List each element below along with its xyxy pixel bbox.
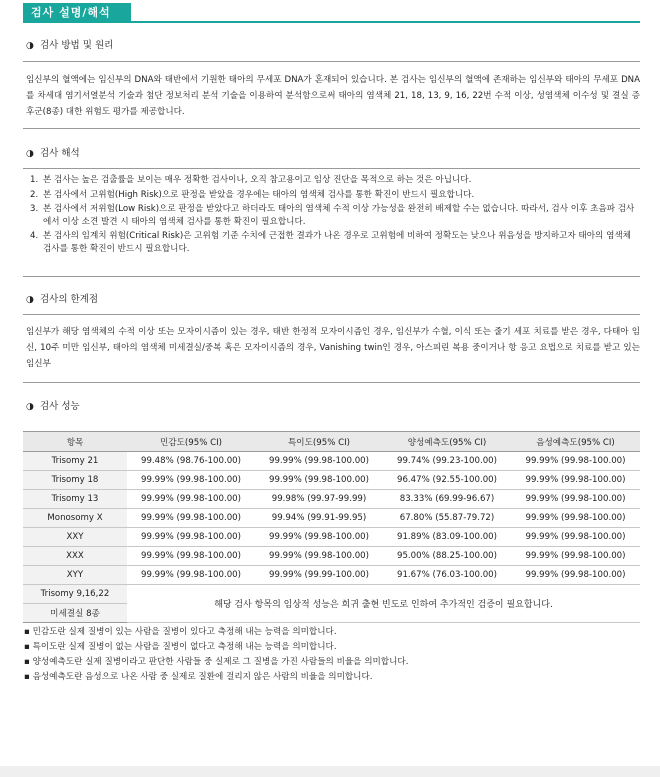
page-footer-band <box>0 766 660 777</box>
row-item: Trisomy 13 <box>23 490 127 509</box>
list-item: ▪ 특이도란 실제 질병이 없는 사람을 질병이 없다고 측정해 내는 능력을 의미합니다. <box>24 642 337 652</box>
npv-cell: 99.99% (99.98-100.00) <box>511 490 640 509</box>
list-item <box>30 203 636 228</box>
column-header-specificity: 특이도(95% CI) <box>255 432 383 452</box>
title-divider <box>23 21 640 23</box>
ppv-cell: 99.74% (99.23-100.00) <box>383 452 511 471</box>
table-header-row <box>23 432 640 452</box>
column-header-item: 항목 <box>23 432 127 452</box>
table-row <box>23 528 640 547</box>
table-row <box>23 566 640 585</box>
list-item-number: 1. <box>30 175 39 185</box>
divider <box>23 128 640 129</box>
list-item-number: 3. <box>30 204 39 214</box>
divider <box>23 382 640 383</box>
divider <box>23 314 640 315</box>
list-item: ▪ 양성예측도란 실제 질병이라고 판단한 사람들 중 실제로 그 질병을 가진 사람들의 비율을 의미합니다. <box>24 657 409 667</box>
list-item-text: 본 검사에서 저위험(Low Risk)으로 판정을 받았다고 하더라도 태아의 염색체 수적 이상 가능성을 완전히 배제할 수는 없습니다. 따라서, 검사 이후 초음파 검사에서 이상 소견 발견 시 태아의 염색체 검사를 통한 확진이 필요합니다. <box>43 204 635 227</box>
sensitivity-cell: 99.99% (99.98-100.00) <box>127 528 255 547</box>
table-row <box>23 509 640 528</box>
row-item: Trisomy 21 <box>23 452 127 471</box>
row-item: Trisomy 18 <box>23 471 127 490</box>
row-item: XXY <box>23 528 127 547</box>
list-item-number: 2. <box>30 189 39 200</box>
list-item <box>30 230 636 255</box>
list-item-text: 본 검사에서 고위험(High Risk)으로 판정을 받았을 경우에는 태아의 염색체 검사를 통한 확진이 반드시 필요합니다. <box>43 189 475 200</box>
method-heading-text: 검사 방법 및 원리 <box>40 40 114 51</box>
sensitivity-cell: 99.99% (99.98-100.00) <box>127 509 255 528</box>
sensitivity-cell: 99.99% (99.98-100.00) <box>127 566 255 585</box>
definition-text: 특이도란 실제 질병이 없는 사람을 질병이 없다고 측정해 내는 능력을 의미합니다. <box>32 642 337 652</box>
definition-text: 민감도란 실제 질병이 있는 사람을 질병이 있다고 측정해 내는 능력을 의미합니다. <box>32 627 337 637</box>
list-item <box>30 189 636 202</box>
clinical-performance-note: 해당 검사 항목의 임상적 성능은 희귀 출현 빈도로 인하여 추가적인 검증이 필요합니다. <box>127 585 640 623</box>
half-circle-icon: ◑ <box>26 149 34 159</box>
npv-cell: 99.99% (99.98-100.00) <box>511 471 640 490</box>
specificity-cell: 99.99% (99.98-100.00) <box>255 471 383 490</box>
ppv-cell: 91.67% (76.03-100.00) <box>383 566 511 585</box>
sensitivity-cell: 99.99% (99.98-100.00) <box>127 547 255 566</box>
specificity-cell: 99.99% (99.98-100.00) <box>255 528 383 547</box>
npv-cell: 99.99% (99.98-100.00) <box>511 509 640 528</box>
ppv-cell: 96.47% (92.55-100.00) <box>383 471 511 490</box>
npv-cell: 99.99% (99.98-100.00) <box>511 452 640 471</box>
section-tab-title: 검사 설명/해석 <box>23 3 131 22</box>
specificity-cell: 99.99% (99.98-100.00) <box>255 547 383 566</box>
performance-heading-text: 검사 성능 <box>40 401 80 412</box>
interpretation-heading <box>26 147 80 161</box>
half-circle-icon: ◑ <box>26 295 34 305</box>
method-text: 임신부의 혈액에는 임신부의 DNA와 태반에서 기원한 태아의 무세포 DNA가 혼재되어 있습니다. 본 검사는 임신부의 혈액에 존재하는 임신부와 태아의 무세포 DNA를 차세대 염기서열분석 기술과 첨단 정보처리 분석 기술을 이용하여 분석함으로써 태아의 염색체 21, 18, 13, 9, 16, 22번 수적 이상, 성염색체 이수성 및 결실 증후군(8종) 대한 위험도 평가를 제공합니다. <box>26 75 640 117</box>
row-item: Monosomy X <box>23 509 127 528</box>
row-item: XYY <box>23 566 127 585</box>
divider <box>23 168 640 169</box>
method-heading <box>26 39 113 53</box>
npv-cell: 99.99% (99.98-100.00) <box>511 528 640 547</box>
half-circle-icon: ◑ <box>26 402 34 412</box>
performance-table <box>23 431 640 623</box>
ppv-cell: 67.80% (55.87-79.72) <box>383 509 511 528</box>
interpretation-heading-text: 검사 해석 <box>40 148 80 159</box>
row-item: Trisomy 9,16,22 <box>23 585 127 604</box>
list-item-number: 4. <box>30 231 39 241</box>
table-row <box>23 490 640 509</box>
sensitivity-cell: 99.99% (99.98-100.00) <box>127 490 255 509</box>
npv-cell: 99.99% (99.98-100.00) <box>511 547 640 566</box>
limitations-heading-text: 검사의 한계점 <box>40 294 99 305</box>
table-row <box>23 547 640 566</box>
ppv-cell: 95.00% (88.25-100.00) <box>383 547 511 566</box>
column-header-npv: 음성예측도(95% CI) <box>511 432 640 452</box>
ppv-cell: 91.89% (83.09-100.00) <box>383 528 511 547</box>
limitations-text: 임신부가 해당 염색체의 수적 이상 또는 모자이시즘이 있는 경우, 태반 한정적 모자이시즘인 경우, 임신부가 수혈, 이식 또는 줄기 세포 치료를 받은 경우, 다태아 임신, 10주 미만 임신부, 태아의 염색체 미세결실/중복 혹은 모자이시즘의 경우, Vanishing twin인 경우, 아스피린 복용 중이거나 항 응고 요법으로 치료를 받고 있는 임신부 <box>26 327 640 369</box>
half-circle-icon: ◑ <box>26 41 34 51</box>
interpretation-list <box>30 174 636 257</box>
sensitivity-cell: 99.48% (98.76-100.00) <box>127 452 255 471</box>
list-item <box>30 174 636 187</box>
table-row <box>23 452 640 471</box>
divider <box>23 276 640 277</box>
definition-text: 음성예측도란 음성으로 나온 사람 중 실제로 질환에 걸리지 않은 사람의 비율을 의미합니다. <box>32 672 373 682</box>
row-item: 미세결실 8종 <box>23 604 127 623</box>
limitations-heading <box>26 293 98 307</box>
ppv-cell: 83.33% (69.99-96.67) <box>383 490 511 509</box>
table-row <box>23 585 640 604</box>
list-item: ▪ 민감도란 실제 질병이 있는 사람을 질병이 있다고 측정해 내는 능력을 의미합니다. <box>24 627 337 637</box>
specificity-cell: 99.94% (99.91-99.95) <box>255 509 383 528</box>
specificity-cell: 99.98% (99.97-99.99) <box>255 490 383 509</box>
list-item-text: 본 검사는 높은 검출률을 보이는 매우 정확한 검사이나, 오직 참고용이고 임상 진단을 목적으로 하는 것은 아닙니다. <box>43 175 472 185</box>
definition-text: 양성예측도란 실제 질병이라고 판단한 사람들 중 실제로 그 질병을 가진 사람들의 비율을 의미합니다. <box>32 657 409 667</box>
column-header-ppv: 양성예측도(95% CI) <box>383 432 511 452</box>
specificity-cell: 99.99% (99.99-100.00) <box>255 566 383 585</box>
sensitivity-cell: 99.99% (99.98-100.00) <box>127 471 255 490</box>
row-item: XXX <box>23 547 127 566</box>
table-row <box>23 471 640 490</box>
specificity-cell: 99.99% (99.98-100.00) <box>255 452 383 471</box>
column-header-sensitivity: 민감도(95% CI) <box>127 432 255 452</box>
list-item: ▪ 음성예측도란 음성으로 나온 사람 중 실제로 질환에 걸리지 않은 사람의 비율을 의미합니다. <box>24 672 373 682</box>
performance-heading <box>26 400 80 414</box>
list-item-text: 본 검사의 임계치 위험(Critical Risk)은 고위험 기준 수치에 근접한 결과가 나온 경우로 고위험에 비하여 정확도는 낮으나 위음성을 방지하고자 태아의 염색체 검사를 통한 확진이 반드시 필요합니다. <box>43 231 631 254</box>
npv-cell: 99.99% (99.98-100.00) <box>511 566 640 585</box>
divider <box>23 61 640 62</box>
definitions-list <box>24 625 634 685</box>
